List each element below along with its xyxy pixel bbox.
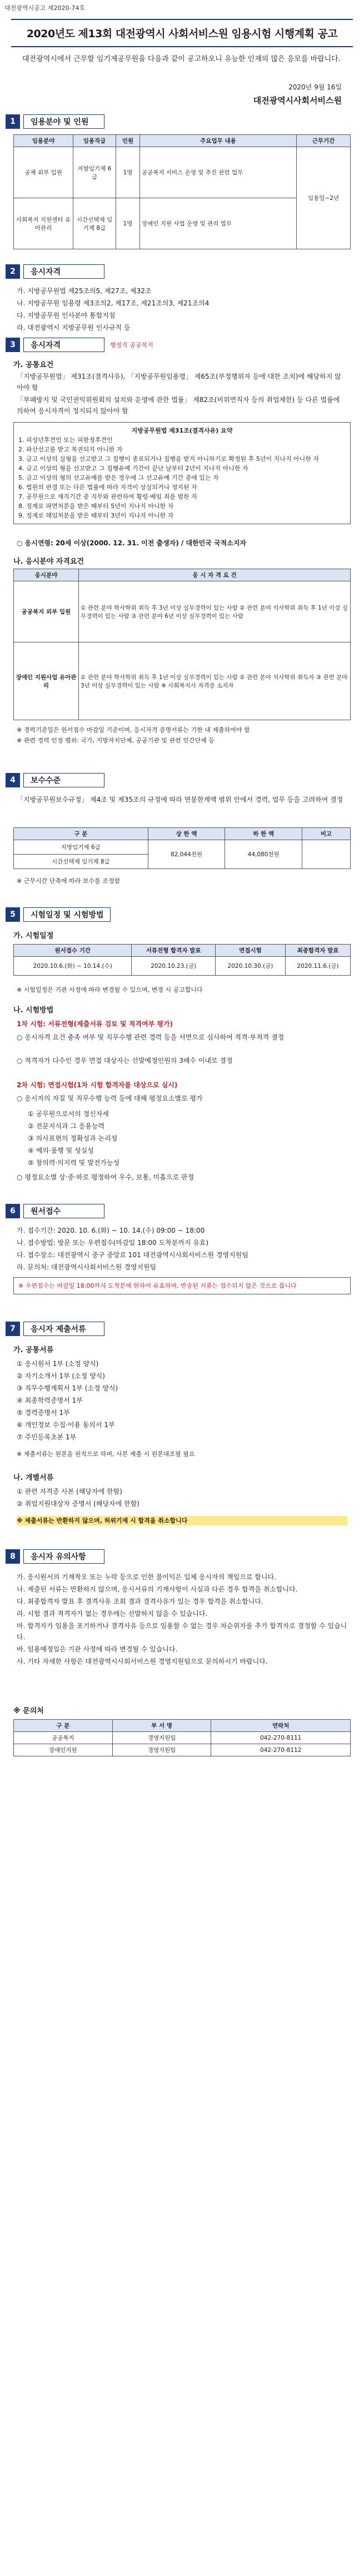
box-line: 5. 금고 이상의 형의 선고유예를 받은 경우에 그 선고유예 기간 중에 있는 자	[18, 474, 219, 481]
list-item: ③ 의사표현의 정확성과 논리성	[28, 1134, 118, 1142]
requirement-table	[13, 569, 351, 720]
pay-foot: ※ 근무시간 단축에 따라 보수를 조정함	[17, 877, 121, 885]
section-number: 1	[6, 114, 20, 129]
list-item: ⑤ 창의력·의지력 및 발전가능성	[28, 1159, 120, 1167]
section-number: 7	[6, 1322, 20, 1336]
list-item: ① 관련 자격증 사본 (해당자에 한함)	[17, 1488, 122, 1495]
table-header: 원서접수 기간	[14, 945, 132, 957]
table-cell: 시간선택제 임기제 8급	[73, 198, 116, 249]
section-number: 3	[6, 338, 20, 352]
box-line: 1. 피성년후견인 또는 피한정후견인	[18, 436, 113, 444]
list-item: 가. 응시원서의 기재착오 또는 누락 등으로 인한 불이익은 일체 응시자의 책임으로 합니다.	[17, 1573, 276, 1581]
table-row	[14, 581, 351, 642]
section-label: 응시자격	[23, 264, 104, 279]
contact-table	[13, 1719, 351, 1756]
section-1-header	[6, 114, 104, 129]
exam-step-1: 1차 시험: 서류전형(제출서류 검토 및 적격여부 평가)	[17, 1020, 173, 1028]
schedule-note: ※ 시험일정은 기관 사정에 따라 변경될 수 있으며, 변경 시 공고합니다	[17, 986, 203, 993]
table-row	[14, 1732, 351, 1744]
age-requirement: ○ 응시연령: 20세 이상(2000. 12. 31. 이전 출생자) / 대한민국 국적소지자	[17, 539, 247, 547]
notice-title: 2020년도 제13회 대전광역시 사회서비스원 임용시험 시행계획 공고	[11, 19, 353, 47]
table-header: 근무기간	[297, 135, 351, 147]
section-tag: 행정직 공공복지	[110, 342, 153, 349]
recruit-table	[13, 134, 351, 249]
note-item: ※ 경력기준일은 원서접수 마감일 기준이며, 응시자격 증명서류는 기한 내 제출하여야 함	[17, 726, 250, 734]
table-cell: 2020.10.6.(화) ~ 10.14.(수)	[14, 957, 132, 976]
box-line: 8. 징계로 파면처분을 받은 때부터 5년이 지나지 아니한 자	[18, 503, 174, 510]
box-line: 2. 파산선고를 받고 복권되지 아니한 자	[18, 446, 123, 453]
table-header: 연락처	[211, 1720, 351, 1732]
section-label: 응시자격	[23, 338, 104, 352]
section-label: 임용분야 및 인원	[23, 114, 104, 129]
list-item: ⑥ 개인정보 수집·이용 동의서 1부	[17, 1421, 115, 1429]
section-number: 8	[6, 1549, 20, 1564]
qualification-a-items	[17, 371, 347, 418]
list-item: 라. 문의처: 대전광역시사회서비스원 경영지원팀	[17, 1263, 157, 1271]
table-header-row	[14, 135, 351, 147]
exam-step-2-foot: ○ 평정요소별 상·중·하로 평정하여 우수, 보통, 미흡으로 판정	[17, 1173, 195, 1181]
table-cell: 1명	[116, 198, 140, 249]
table-cell: 장애인 지원 사업 운영 및 관리 업무	[140, 198, 297, 249]
table-header: 인원	[116, 135, 140, 147]
list-item: 「부패방지 및 국민권익위원회의 설치와 운영에 관한 법률」 제82조(비위면직자 등의 취업제한) 등 다른 법률에 의하여 응시자격이 정지되지 않아야 함	[17, 396, 340, 415]
table-cell: 경영지원팀	[112, 1732, 211, 1744]
list-item: ② 취업지원대상자 증명서 (해당자에 한함)	[17, 1500, 139, 1508]
table-cell: 042-270-8112	[211, 1744, 351, 1756]
table-header: 상 한 액	[148, 828, 225, 840]
docs-list	[17, 1358, 347, 1444]
list-item: 「지방공무원법」 제31조(결격사유), 「지방공무원임용령」 제65조(부정행위자 등에 대한 조치)에 해당하지 않아야 함	[17, 373, 341, 391]
table-header: 임용직급	[73, 135, 116, 147]
table-header-row	[14, 945, 351, 957]
list-item: 다. 최종합격자 발표 후 결격사유 조회 결과 결격사유가 있는 경우 합격을 취소합니다.	[17, 1598, 263, 1605]
list-item: ① 공무원으로서의 정신자세	[28, 1110, 109, 1118]
qualification-notes	[17, 725, 347, 746]
table-header: 서류전형 합격자 발표	[132, 945, 215, 957]
box-line: 6. 법원의 판결 또는 다른 법률에 따라 자격이 상실되거나 정지된 자	[18, 484, 197, 491]
list-item: 라. 대전광역시 지방공무원 인사규칙 등	[17, 324, 131, 332]
section-7-header	[6, 1322, 104, 1336]
table-cell: 사회복지 지원센터 유아관리	[14, 198, 73, 249]
list-item: 다. 접수장소: 대전광역시 중구 중앙로 101 대전광역시사회서비스원 경영지원팀	[17, 1251, 248, 1259]
table-header: 부 서 명	[112, 1720, 211, 1732]
table-row	[14, 147, 351, 198]
apply-warning: ※ 우편접수는 마감일 18:00까지 도착분에 한하여 유효하며, 반송된 서류는 접수되지 않은 것으로 봅니다	[13, 1277, 351, 1294]
exam-criteria	[28, 1108, 347, 1169]
section-label: 시험일정 및 시험방법	[23, 907, 111, 922]
table-header: 하 한 액	[225, 828, 302, 840]
list-item: ③ 직무수행계획서 1부 (소정 양식)	[17, 1384, 118, 1392]
table-cell: 공공복지 서비스 운영 및 추진 관련 업무	[140, 147, 297, 198]
box-line: 3. 금고 이상의 실형을 선고받고 그 집행이 종료되거나 집행을 받지 아니하기로 확정된 후 5년이 지나지 아니한 자	[18, 455, 319, 463]
note-item: ※ 관련 경력 인정 범위: 국가, 지방자치단체, 공공기관 및 관련 민간단체 등	[17, 737, 215, 744]
table-cell: 공공복지 외부 입원	[14, 581, 79, 642]
table-header: 응시분야	[14, 569, 79, 581]
section-label: 응시자 유의사항	[23, 1549, 104, 1564]
list-item: ① 응시원서 1부 (소정 양식)	[17, 1360, 99, 1368]
list-item: ④ 예의·품행 및 성실성	[28, 1147, 94, 1154]
table-row	[14, 957, 351, 976]
exam-step-2-desc: ○ 응시자의 자질 및 직무수행 능력 등에 대해 평정요소별로 평가	[17, 1094, 203, 1102]
list-item: 다. 지방공무원 인사분야 통합지침	[17, 312, 116, 319]
table-cell: 지방임기제 6급	[14, 840, 148, 855]
pay-intro: 「지방공무원보수규정」 제4조 및 제35조의 규정에 따라 연봉한계액 범위 안에서 경력, 업무 등을 고려하여 결정	[17, 796, 343, 804]
section-number: 4	[6, 773, 20, 787]
exam-b-label: 나. 시험방법	[13, 1006, 54, 1015]
pay-table	[13, 827, 351, 869]
qualification-b-label: 나. 응시분야 자격요건	[13, 558, 84, 566]
section-label: 보수수준	[23, 773, 104, 787]
table-cell: 임용일~2년	[297, 147, 351, 249]
list-item: 가. 접수기간: 2020. 10. 6.(화) ~ 10. 14.(수) 09:00 ~ 18:00	[17, 1227, 205, 1234]
table-row	[14, 1744, 351, 1756]
list-item: ④ 최종학력증명서 1부	[17, 1397, 83, 1404]
table-cell: 2020.10.23.(금)	[132, 957, 215, 976]
notice-intro: 대전광역시에서 근무할 임기제공무원을 다음과 같이 공고하오니 유능한 인재의 많은 응모를 바랍니다.	[22, 55, 341, 63]
table-cell: 지방임기제 6급	[73, 147, 116, 198]
docs-b-list	[17, 1486, 347, 1510]
exam-schedule-table	[13, 944, 351, 976]
table-header: 응 시 자 격 요 건	[79, 569, 351, 581]
list-item: 바. 임용예정일은 기관 사정에 따라 변경될 수 있습니다.	[17, 1645, 178, 1653]
section-number: 2	[6, 264, 20, 279]
list-item: 나. 접수방법: 방문 또는 우편접수(마감일 18:00 도착분까지 유효)	[17, 1239, 209, 1247]
cautions-list	[17, 1571, 347, 1668]
list-item: 사. 기타 자세한 사항은 대전광역시사회서비스원 경영지원팀으로 문의하시기 바랍니다.	[17, 1658, 268, 1665]
table-header: 임용분야	[14, 135, 73, 147]
exam-step-1-sub: ○ 적격자가 다수인 경우 면접 대상자는 선발예정인원의 3배수 이내로 결정	[17, 1057, 233, 1064]
list-item: ② 자기소개서 1부 (소정 양식)	[17, 1372, 105, 1380]
docs-highlight: ※ 제출서류는 반환하지 않으며, 허위기재 시 합격을 취소합니다	[17, 1516, 347, 1525]
list-item: 나. 제출된 서류는 반환하지 않으며, 응시서류의 기재사항이 사실과 다른 경우 합격을 취소합니다.	[17, 1585, 298, 1593]
section-5-header	[6, 907, 111, 922]
table-cell	[302, 840, 351, 869]
box-title: 지방공무원법 제31조(결격사유) 요약	[131, 427, 233, 434]
box-line: 4. 금고 이상의 형을 선고받고 그 집행유예 기간이 끝난 날부터 2년이 지나지 아니한 자	[18, 465, 248, 472]
list-item: 라. 시험 결과 적격자가 없는 경우에는 선발하지 않을 수 있습니다.	[17, 1610, 208, 1618]
notice-date: 2020년 9월 16일	[288, 83, 342, 91]
section-number: 6	[6, 1204, 20, 1218]
list-item: 마. 합격자가 임용을 포기하거나 결격사유 등으로 임용할 수 없는 경우 차순위자를 추가 합격자로 결정할 수 있습니다.	[17, 1622, 347, 1641]
list-item: ⑦ 주민등록초본 1부	[17, 1433, 77, 1441]
table-cell: 82,044천원	[148, 840, 225, 869]
table-header: 주요업무 내용	[140, 135, 297, 147]
section-label: 응시자 제출서류	[23, 1322, 104, 1336]
table-cell: 44,080천원	[225, 840, 302, 869]
box-line: 7. 공무원으로 재직기간 중 직무와 관련하여 횡령·배임 죄를 범한 자	[18, 493, 197, 500]
disqualification-box	[13, 422, 351, 524]
table-header-row	[14, 569, 351, 581]
table-cell: 1명	[116, 147, 140, 198]
table-header-row	[14, 1720, 351, 1732]
table-row	[14, 840, 351, 855]
list-item: ② 전문지식과 그 응용능력	[28, 1122, 105, 1130]
box-line: 9. 징계로 해임처분을 받은 때부터 3년이 지나지 아니한 자	[18, 512, 174, 519]
table-cell: 공채 외부 입원	[14, 147, 73, 198]
section-8-header	[6, 1549, 104, 1564]
table-cell: 경영지원팀	[112, 1744, 211, 1756]
exam-step-1-desc: ○ 응시자격 요건 충족 여부 및 직무수행 관련 경력 등을 서면으로 심사하여 적격·부적격 결정	[17, 1033, 285, 1041]
table-cell: ① 관련 분야 학사학위 취득 후 3년 이상 실무경력이 있는 사람 ② 관련 분야 석사학위 취득 후 1년 이상 실무경력이 있는 사람 ③ 관련 분야 6년 이상 실무경력이 있는 사람	[79, 581, 351, 642]
exam-step-2: 2차 시험: 면접시험(1차 시험 합격자를 대상으로 실시)	[17, 1081, 178, 1089]
section-label: 원서접수	[23, 1204, 104, 1218]
table-header: 구 분	[14, 1720, 113, 1732]
section-4-header	[6, 773, 104, 787]
qualification-a-label: 가. 공통요건	[13, 361, 54, 369]
table-cell: ① 관련 분야 학사학위 취득 후 1년 이상 실무경력이 있는 사람 ② 관련 분야 석사학위 취득자 ③ 관련 분야 3년 이상 실무경력이 있는 사람 ※ 사회복지사 자격증 소지자	[79, 642, 351, 720]
docs-a-label: 가. 공통서류	[13, 1346, 54, 1354]
table-cell: 장애인 지원사업 유아관리	[14, 642, 79, 720]
notice-org: 대전광역시사회서비스원	[253, 96, 342, 106]
table-header: 비고	[302, 828, 351, 840]
docs-b-label: 나. 개별서류	[13, 1474, 54, 1482]
table-cell: 2020.10.30.(금)	[215, 957, 285, 976]
section-2-header	[6, 264, 104, 279]
section-number: 5	[6, 907, 20, 922]
table-cell: 공공복지	[14, 1732, 113, 1744]
contact-intro: ※ 문의처	[13, 1707, 44, 1715]
table-cell: 2020.11.6.(금)	[286, 957, 351, 976]
table-header: 최종합격자 발표	[286, 945, 351, 957]
table-header: 구 분	[14, 828, 148, 840]
table-cell: 장애인지원	[14, 1744, 113, 1756]
table-header: 면접시험	[215, 945, 285, 957]
table-header-row	[14, 828, 351, 840]
apply-list	[17, 1225, 347, 1274]
list-item: ⑤ 경력증명서 1부	[17, 1409, 70, 1417]
eligibility-list	[17, 285, 347, 334]
list-item: 가. 지방공무원법 제25조의5, 제27조, 제32조	[17, 287, 152, 295]
exam-a-label: 가. 시험일정	[13, 932, 54, 940]
table-cell: 시간선택제 임기제 8급	[14, 855, 148, 869]
section-3-header	[6, 338, 153, 352]
docs-note: ※ 제출서류는 원본을 원칙으로 하며, 사본 제출 시 원본대조필 필요	[17, 1450, 195, 1458]
section-6-header	[6, 1204, 104, 1218]
list-item: 나. 지방공무원 임용령 제3조의2, 제17조, 제21조의3, 제21조의4	[17, 299, 210, 307]
notice-ref: 대전광역시공고 제2020-74호	[4, 4, 86, 12]
table-row	[14, 642, 351, 720]
table-cell: 042-270-8111	[211, 1732, 351, 1744]
